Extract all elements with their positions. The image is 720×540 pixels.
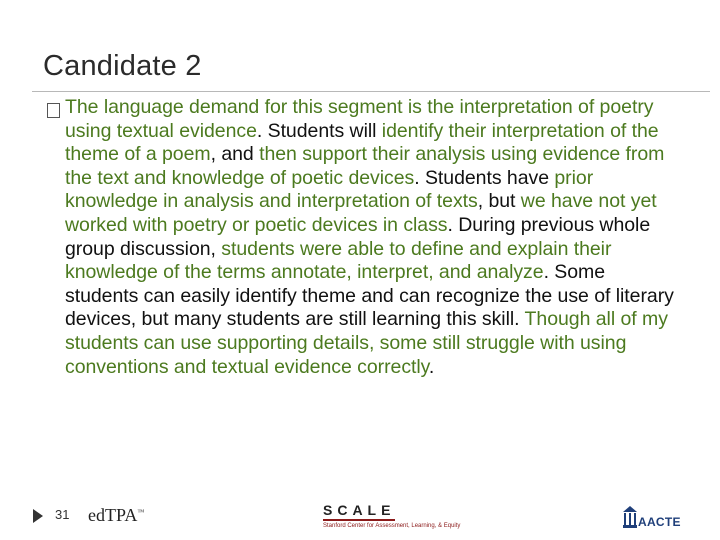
- body-text-segment: Though all of my students can use supporting details, some still struggle with using conventions and textual evidence correctly: [65, 308, 668, 378]
- edtpa-trademark: ™: [137, 508, 145, 516]
- scale-logo-subtitle: Stanford Center for Assessment, Learning, & Equity: [323, 523, 461, 529]
- body-text-segment: .: [428, 355, 435, 378]
- body-text-segment: . Some students can easily identify theme and can recognize the use of literary devices, but many students are still learning this skill.: [65, 261, 674, 331]
- slide-title: Candidate 2: [43, 50, 202, 82]
- body-text-segment: students were able to define and explain their knowledge of the terms annotate, interpret, and analyze: [65, 237, 612, 284]
- body-text-segment: we have not yet worked with poetry or poetic devices in class: [65, 190, 657, 236]
- edtpa-logo-ed: ed: [88, 505, 105, 525]
- bullet-square-icon: [47, 103, 60, 118]
- body-text-segment: prior knowledge in analysis and interpretation of texts: [65, 166, 594, 213]
- title-divider: [32, 91, 710, 92]
- slide-body-text: [65, 96, 683, 379]
- slide-footer: [0, 495, 720, 540]
- body-text-segment: then support their analysis using evidence from the text and knowledge of poetic devices: [65, 143, 665, 189]
- aacte-logo: [622, 501, 690, 531]
- edtpa-logo: [88, 505, 144, 526]
- scale-logo-word: SCALE: [323, 502, 395, 521]
- body-text-segment: , but: [477, 190, 521, 213]
- play-arrow-icon: [33, 509, 43, 523]
- body-text-segment: . During previous whole group discussion,: [65, 213, 651, 260]
- body-text-segment: . Students have: [414, 166, 555, 189]
- aacte-logo-text: AACTE: [638, 515, 681, 529]
- scale-logo: [323, 502, 483, 529]
- edtpa-logo-tpa: TPA: [105, 505, 138, 525]
- body-text-segment: . Students will: [256, 119, 382, 142]
- body-text-segment: , and: [210, 143, 260, 166]
- body-text-segment: identify their interpretation of the theme of a poem: [65, 119, 659, 166]
- page-number: 31: [55, 507, 70, 522]
- body-text-segment: The language demand for this segment is the interpretation of poetry using textual evidence: [65, 96, 654, 142]
- aacte-building-icon: [622, 505, 638, 529]
